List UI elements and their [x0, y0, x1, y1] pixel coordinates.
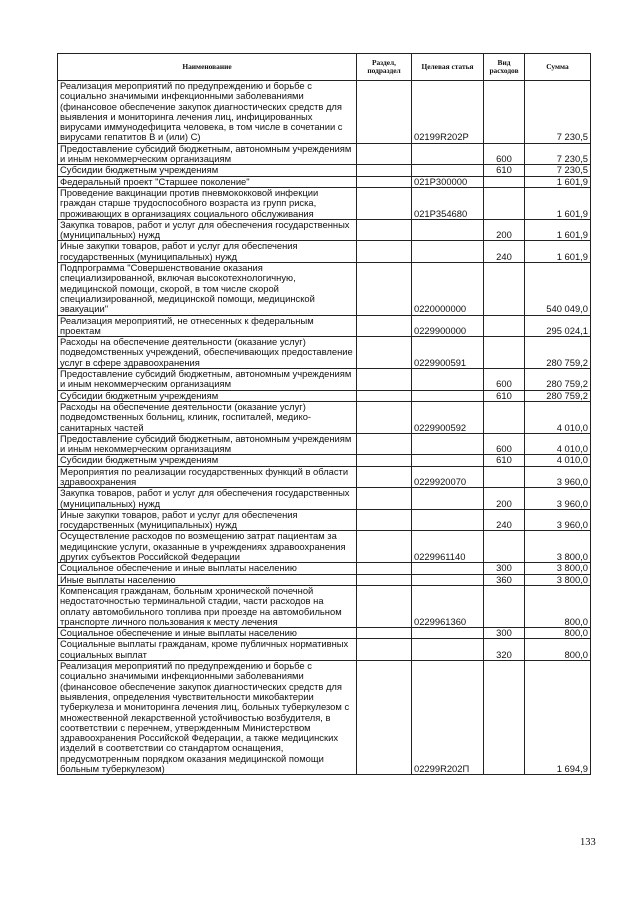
header-name: Наименование [58, 54, 357, 81]
cell-razdel [357, 165, 412, 176]
cell-name: Предоставление субсидий бюджетным, автономным учреждениям и иным некоммерческим организациям [58, 143, 357, 165]
cell-name: Компенсация гражданам, больным хронической почечной недостаточностью терминальной стадии, части расходов на оплату автомобильного топлива при проезде на автомобильном транспорте личного пользования к месту лечения [58, 585, 357, 627]
cell-razdel [357, 585, 412, 627]
cell-summa: 3 800,0 [525, 574, 591, 585]
cell-summa: 800,0 [525, 628, 591, 639]
cell-statya [412, 241, 484, 263]
header-summa: Сумма [525, 54, 591, 81]
cell-razdel [357, 143, 412, 165]
cell-vid [484, 531, 525, 563]
cell-name: Реализация мероприятий по предупреждению и борьбе с социально значимыми инфекционными заболеваниями (финансовое обеспечение закупок диагностических средств для выявления, определения чувствительности микобактерии туберкулеза и мониторинга лечения лиц, больных туберкулезом с множественной лекарственной устойчивостью возбудителя, в соответствии с перечнем, утвержденным Министерством здравоохранения Российской Федерации, а также медицинских изделий в соответствии со стандартом оснащения, предусмотренным порядком оказания медицинской помощи больным туберкулезом) [58, 661, 357, 775]
cell-summa: 280 759,2 [525, 337, 591, 369]
cell-name: Иные выплаты населению [58, 574, 357, 585]
cell-razdel [357, 219, 412, 241]
cell-statya [412, 390, 484, 401]
cell-statya [412, 455, 484, 466]
header-statya: Целевая статья [412, 54, 484, 81]
cell-summa: 1 601,9 [525, 187, 591, 219]
cell-razdel [357, 401, 412, 433]
cell-vid [484, 466, 525, 488]
table-body [58, 81, 591, 775]
header-vid: Вид расходов [484, 54, 525, 81]
cell-vid [484, 401, 525, 433]
cell-statya [412, 639, 484, 661]
cell-razdel [357, 176, 412, 187]
table-row [58, 219, 591, 241]
cell-vid: 360 [484, 574, 525, 585]
table-row [58, 143, 591, 165]
cell-summa: 295 024,1 [525, 315, 591, 337]
cell-statya: 0229900000 [412, 315, 484, 337]
cell-vid [484, 337, 525, 369]
cell-summa: 4 010,0 [525, 455, 591, 466]
cell-vid [484, 81, 525, 144]
table-row [58, 401, 591, 433]
table-row [58, 176, 591, 187]
table-row [58, 455, 591, 466]
cell-vid: 610 [484, 165, 525, 176]
cell-summa: 4 010,0 [525, 433, 591, 455]
cell-vid: 320 [484, 639, 525, 661]
cell-name: Социальное обеспечение и иные выплаты населению [58, 563, 357, 574]
cell-name: Субсидии бюджетным учреждениям [58, 390, 357, 401]
cell-razdel [357, 574, 412, 585]
table-row [58, 574, 591, 585]
cell-razdel [357, 661, 412, 775]
cell-name: Расходы на обеспечение деятельности (оказание услуг) подведомственных учреждений, обеспечивающих предоставление услуг в сфере здравоохранения [58, 337, 357, 369]
cell-vid: 600 [484, 143, 525, 165]
table-row [58, 628, 591, 639]
cell-name: Иные закупки товаров, работ и услуг для обеспечения государственных (муниципальных) нужд [58, 509, 357, 531]
table-row [58, 369, 591, 391]
cell-razdel [357, 466, 412, 488]
cell-vid [484, 585, 525, 627]
cell-name: Социальное обеспечение и иные выплаты населению [58, 628, 357, 639]
table-row [58, 187, 591, 219]
table-row [58, 433, 591, 455]
cell-vid: 240 [484, 241, 525, 263]
cell-summa: 280 759,2 [525, 390, 591, 401]
table-row [58, 165, 591, 176]
table-row [58, 509, 591, 531]
table-row [58, 563, 591, 574]
cell-summa: 800,0 [525, 585, 591, 627]
cell-vid [484, 315, 525, 337]
cell-statya: 0229961140 [412, 531, 484, 563]
table-row [58, 466, 591, 488]
cell-summa: 1 601,9 [525, 176, 591, 187]
table-row [58, 315, 591, 337]
cell-vid [484, 187, 525, 219]
cell-statya: 0229900591 [412, 337, 484, 369]
cell-summa: 540 049,0 [525, 263, 591, 315]
cell-summa: 7 230,5 [525, 143, 591, 165]
cell-statya: 02199R202P [412, 81, 484, 144]
cell-vid: 300 [484, 563, 525, 574]
cell-statya: 0220000000 [412, 263, 484, 315]
cell-statya [412, 143, 484, 165]
cell-name: Расходы на обеспечение деятельности (оказание услуг) подведомственных больниц, клиник, госпиталей, медико-санитарных частей [58, 401, 357, 433]
cell-statya [412, 628, 484, 639]
cell-statya [412, 433, 484, 455]
cell-razdel [357, 263, 412, 315]
cell-vid: 300 [484, 628, 525, 639]
cell-summa: 800,0 [525, 639, 591, 661]
cell-vid: 240 [484, 509, 525, 531]
cell-razdel [357, 241, 412, 263]
cell-vid: 610 [484, 455, 525, 466]
cell-name: Субсидии бюджетным учреждениям [58, 165, 357, 176]
cell-name: Осуществление расходов по возмещению затрат пациентам за медицинские услуги, оказанные в учреждениях здравоохранения других субъектов Российской Федерации [58, 531, 357, 563]
cell-statya [412, 574, 484, 585]
cell-razdel [357, 81, 412, 144]
cell-summa: 280 759,2 [525, 369, 591, 391]
table-row [58, 639, 591, 661]
cell-name: Реализация мероприятий по предупреждению и борьбе с социально значимыми инфекционными заболеваниями (финансовое обеспечение закупок диагностических средств для выявления и мониторинга лечения лиц, инфицированных вирусами иммунодефицита человека, в том числе в сочетании с вирусами гепатитов В и (или) С) [58, 81, 357, 144]
cell-statya [412, 165, 484, 176]
cell-name: Социальные выплаты гражданам, кроме публичных нормативных социальных выплат [58, 639, 357, 661]
cell-summa: 3 960,0 [525, 466, 591, 488]
cell-name: Субсидии бюджетным учреждениям [58, 455, 357, 466]
cell-vid: 200 [484, 219, 525, 241]
cell-name: Проведение вакцинации против пневмококковой инфекции граждан старше трудоспособного возраста из групп риска, проживающих в организациях социального обслуживания [58, 187, 357, 219]
cell-vid: 610 [484, 390, 525, 401]
cell-name: Предоставление субсидий бюджетным, автономным учреждениям и иным некоммерческим организациям [58, 369, 357, 391]
table-header-row [58, 54, 591, 81]
cell-statya [412, 369, 484, 391]
cell-summa: 3 960,0 [525, 509, 591, 531]
table-row [58, 390, 591, 401]
cell-summa: 3 800,0 [525, 563, 591, 574]
cell-razdel [357, 488, 412, 510]
table-row [58, 531, 591, 563]
cell-razdel [357, 390, 412, 401]
cell-vid: 600 [484, 369, 525, 391]
cell-razdel [357, 639, 412, 661]
cell-summa: 1 601,9 [525, 241, 591, 263]
cell-summa: 7 230,5 [525, 165, 591, 176]
cell-summa: 3 800,0 [525, 531, 591, 563]
cell-razdel [357, 315, 412, 337]
cell-vid: 200 [484, 488, 525, 510]
cell-statya [412, 509, 484, 531]
cell-statya: 0229900592 [412, 401, 484, 433]
cell-statya: 0229920070 [412, 466, 484, 488]
cell-name: Иные закупки товаров, работ и услуг для обеспечения государственных (муниципальных) нужд [58, 241, 357, 263]
cell-razdel [357, 509, 412, 531]
cell-razdel [357, 369, 412, 391]
cell-summa: 3 960,0 [525, 488, 591, 510]
cell-name: Закупка товаров, работ и услуг для обеспечения государственных (муниципальных) нужд [58, 219, 357, 241]
table-row [58, 337, 591, 369]
cell-razdel [357, 563, 412, 574]
cell-razdel [357, 628, 412, 639]
cell-razdel [357, 433, 412, 455]
table-row [58, 488, 591, 510]
header-razdel: Раздел, подраздел [357, 54, 412, 81]
cell-razdel [357, 531, 412, 563]
table-row [58, 661, 591, 775]
table-row [58, 241, 591, 263]
cell-vid [484, 661, 525, 775]
cell-vid [484, 263, 525, 315]
table-row [58, 585, 591, 627]
cell-summa: 1 694,9 [525, 661, 591, 775]
cell-vid: 600 [484, 433, 525, 455]
cell-summa: 4 010,0 [525, 401, 591, 433]
cell-statya: 02299R202П [412, 661, 484, 775]
cell-razdel [357, 337, 412, 369]
cell-name: Закупка товаров, работ и услуг для обеспечения государственных (муниципальных) нужд [58, 488, 357, 510]
table-row [58, 81, 591, 144]
cell-razdel [357, 187, 412, 219]
cell-name: Федеральный проект "Старшее поколение" [58, 176, 357, 187]
cell-razdel [357, 455, 412, 466]
table-row [58, 263, 591, 315]
cell-name: Реализация мероприятий, не отнесенных к федеральным проектам [58, 315, 357, 337]
cell-statya [412, 563, 484, 574]
cell-statya: 021P300000 [412, 176, 484, 187]
cell-name: Мероприятия по реализации государственных функций в области здравоохранения [58, 466, 357, 488]
cell-vid [484, 176, 525, 187]
cell-statya [412, 219, 484, 241]
cell-statya: 0229961360 [412, 585, 484, 627]
cell-name: Подпрограмма "Совершенствование оказания специализированной, включая высокотехнологичную, медицинской помощи, скорой, в том числе скорой специализированной, медицинской помощи, медицинской эвакуации" [58, 263, 357, 315]
cell-name: Предоставление субсидий бюджетным, автономным учреждениям и иным некоммерческим организациям [58, 433, 357, 455]
cell-summa: 7 230,5 [525, 81, 591, 144]
cell-statya: 021P354680 [412, 187, 484, 219]
cell-statya [412, 488, 484, 510]
budget-table [57, 53, 591, 775]
page-number: 133 [580, 837, 596, 848]
cell-summa: 1 601,9 [525, 219, 591, 241]
